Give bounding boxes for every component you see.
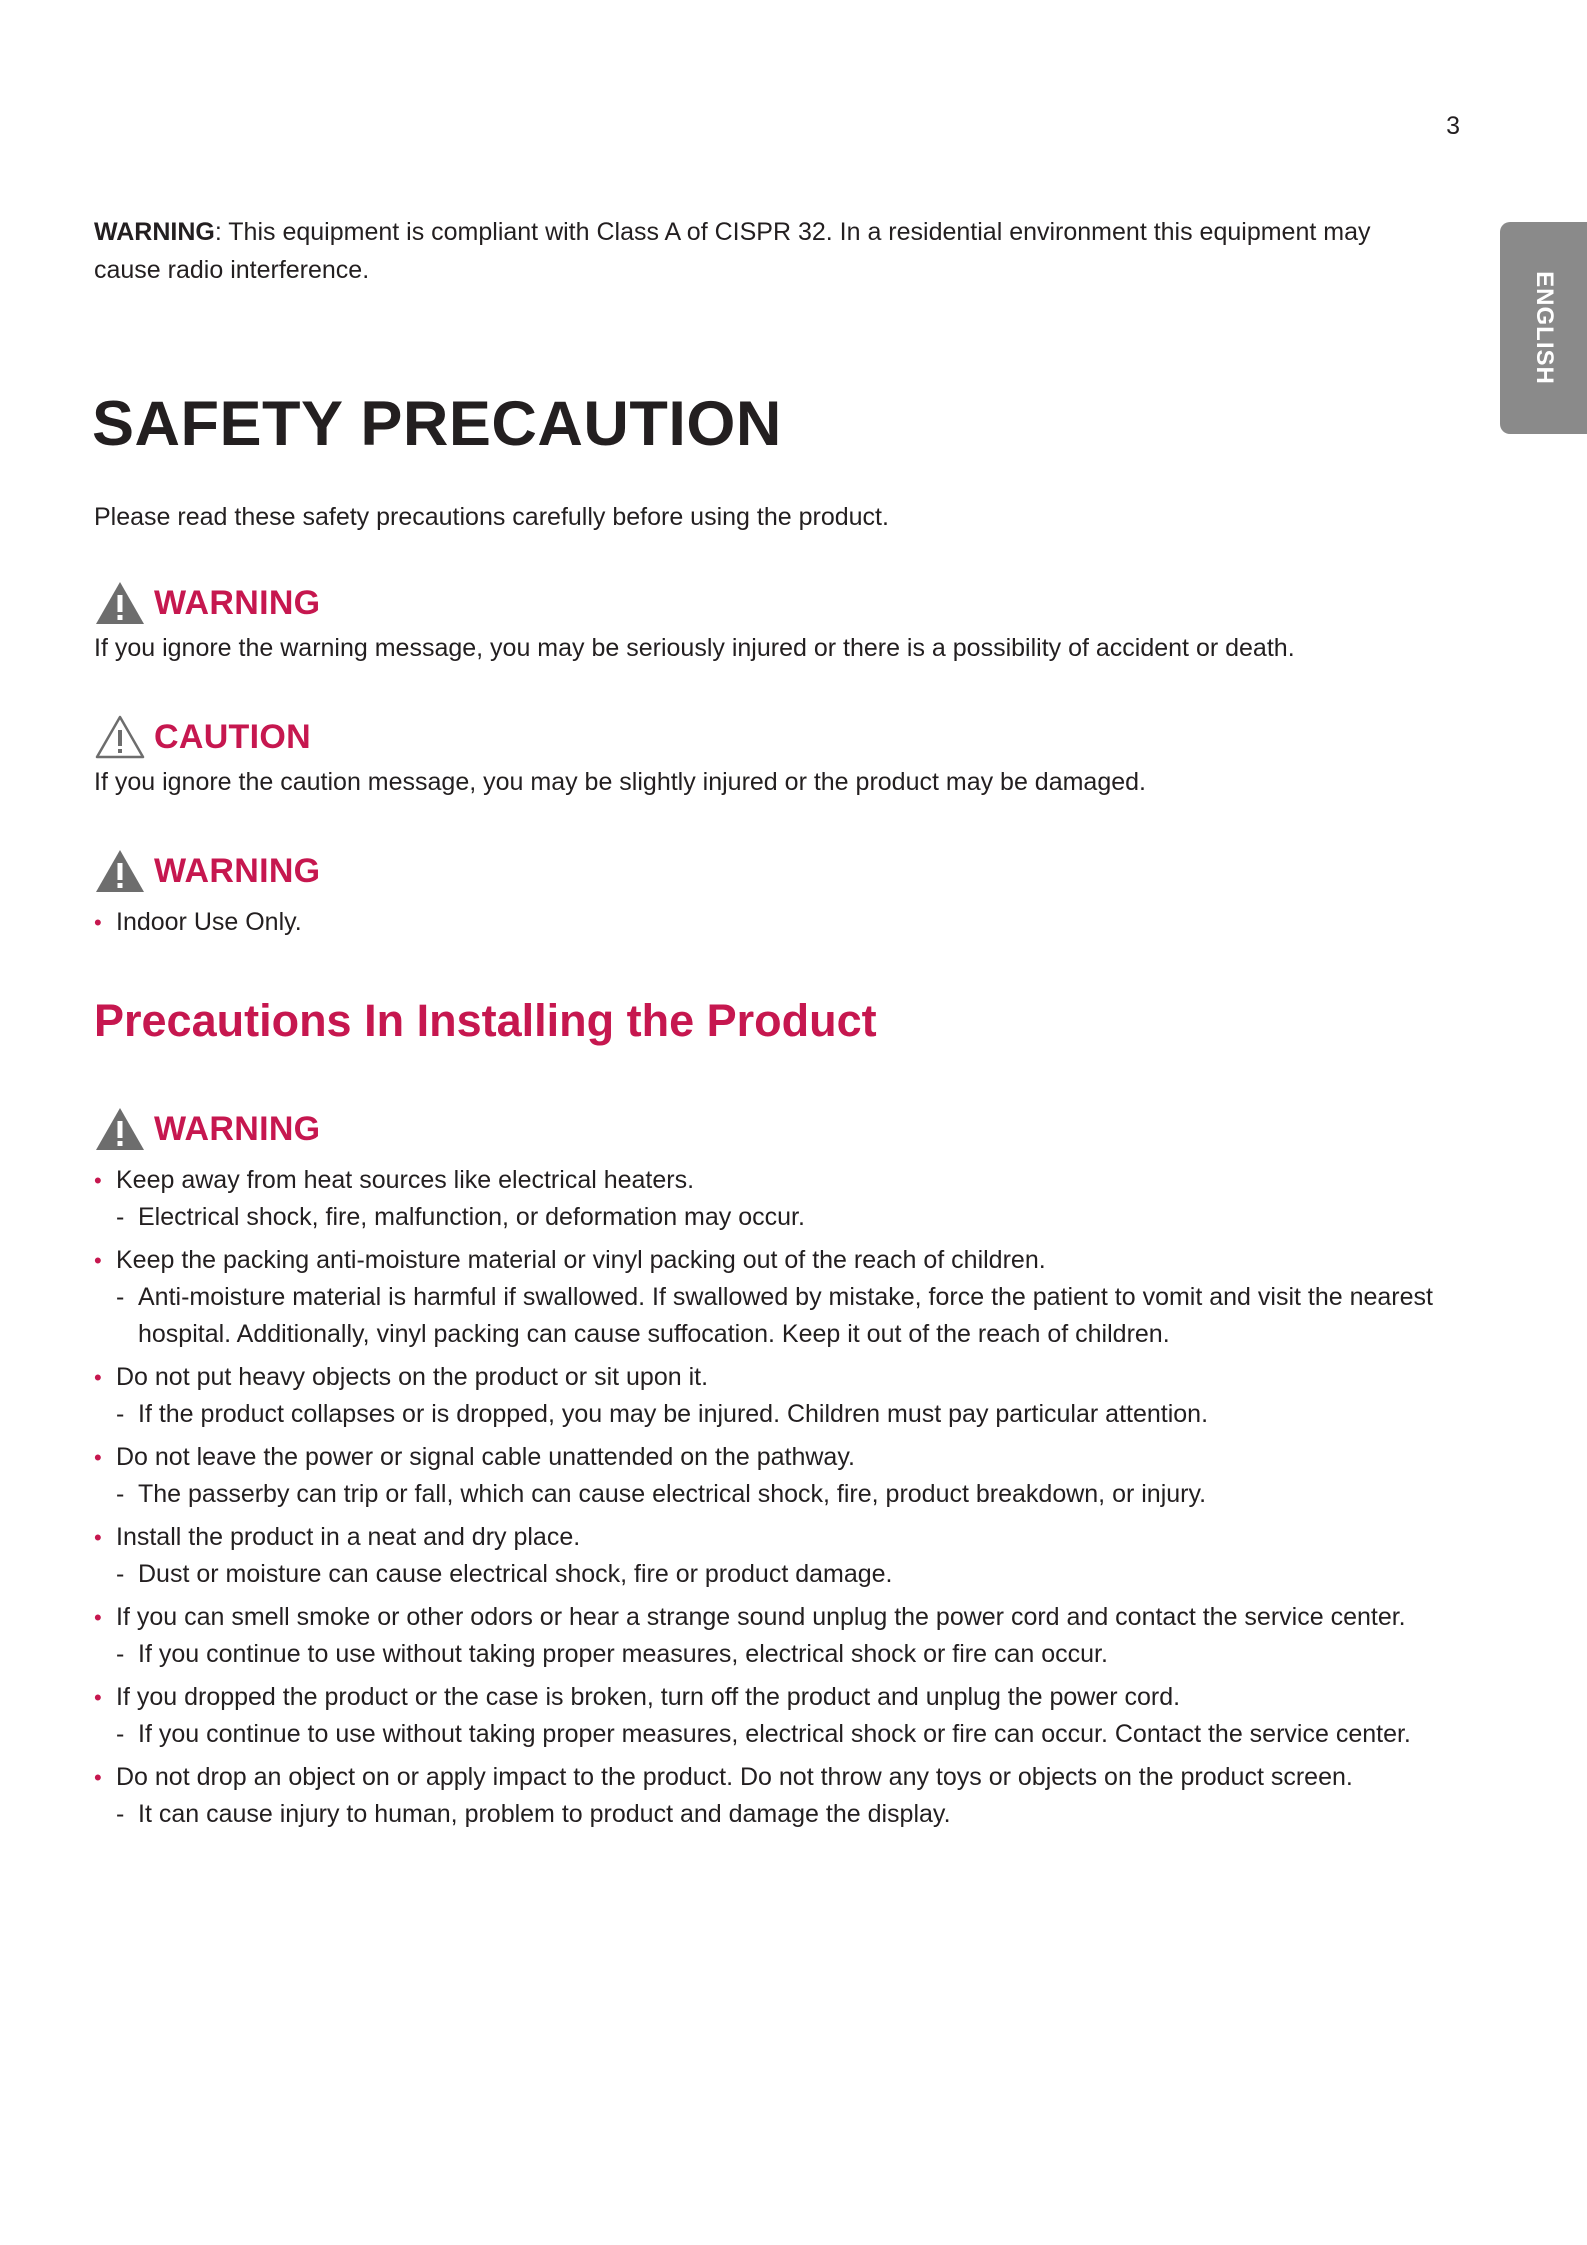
page-title: SAFETY PRECAUTION [92,389,782,459]
caution-definition [94,712,1146,797]
installation-precautions-list [94,1162,1474,1833]
section-title: Precautions In Installing the Product [94,995,877,1046]
warning-filled-icon [94,1106,146,1152]
compliance-warning-text: : This equipment is compliant with Class A of CISPR 32. In a residential environment this equipment may cause radio interference. [94,218,1371,284]
intro-text: Please read these safety precautions carefully before using the product. [94,503,889,531]
installation-warning [94,1104,1474,1839]
precaution-text: If you can smell smoke or other odors or hear a strange sound unplug the power cord and contact the service center. [116,1603,1406,1631]
indoor-warning [94,846,320,947]
list-item: • Indoor Use Only. [94,904,320,941]
warning-definition-text: If you ignore the warning message, you may be seriously injured or there is a possibility of accident or death. [94,634,1295,662]
list-item [94,1599,1474,1673]
precaution-consequence: - If you continue to use without taking proper measures, electrical shock or fire can occur. [116,1636,1474,1673]
list-item [94,1679,1474,1753]
caution-label: CAUTION [154,717,311,756]
warning-filled-icon [94,848,146,894]
language-tab-label: ENGLISH [1530,271,1558,385]
caution-outline-icon [94,714,146,760]
list-item [94,1519,1474,1593]
precaution-text: If you dropped the product or the case is broken, turn off the product and unplug the power cord. [116,1683,1181,1711]
list-item [94,1359,1474,1433]
precaution-consequence: - Anti-moisture material is harmful if swallowed. If swallowed by mistake, force the patient to vomit and visit the nearest hospital. Additionally, vinyl packing can cause suffocation. Keep it out of the reach of children. [116,1279,1474,1353]
list-item [94,1242,1474,1353]
warning-label: WARNING [154,583,321,622]
precaution-consequence: - If the product collapses or is dropped, you may be injured. Children must pay particular attention. [116,1396,1474,1433]
page-number: 3 [1446,112,1460,140]
compliance-warning-label: WARNING [94,218,215,246]
warning-definition [94,578,1295,663]
precaution-text: Do not drop an object on or apply impact to the product. Do not throw any toys or objects on the product screen. [116,1763,1353,1791]
warning-label: WARNING [154,851,321,890]
precaution-text: Keep the packing anti-moisture material or vinyl packing out of the reach of children. [116,1246,1046,1274]
precaution-consequence: - The passerby can trip or fall, which can cause electrical shock, fire, product breakdown, or injury. [116,1476,1474,1513]
precaution-consequence: - Electrical shock, fire, malfunction, or deformation may occur. [116,1199,1474,1236]
precaution-text: Do not leave the power or signal cable unattended on the pathway. [116,1443,855,1471]
warning-label: WARNING [154,1109,321,1148]
precaution-consequence: - Dust or moisture can cause electrical shock, fire or product damage. [116,1556,1474,1593]
indoor-warning-list [94,904,320,941]
list-item [94,1759,1474,1833]
precaution-consequence: - If you continue to use without taking proper measures, electrical shock or fire can occur. Contact the service center. [116,1716,1474,1753]
language-tab [1500,222,1587,434]
precaution-text: Keep away from heat sources like electrical heaters. [116,1166,695,1194]
warning-filled-icon [94,580,146,626]
compliance-warning [94,213,1434,289]
caution-definition-text: If you ignore the caution message, you may be slightly injured or the product may be damaged. [94,768,1146,796]
precaution-consequence: - It can cause injury to human, problem to product and damage the display. [116,1796,1474,1833]
list-item [94,1162,1474,1236]
precaution-text: Install the product in a neat and dry place. [116,1523,581,1551]
precaution-text: Do not put heavy objects on the product or sit upon it. [116,1363,709,1391]
list-item [94,1439,1474,1513]
